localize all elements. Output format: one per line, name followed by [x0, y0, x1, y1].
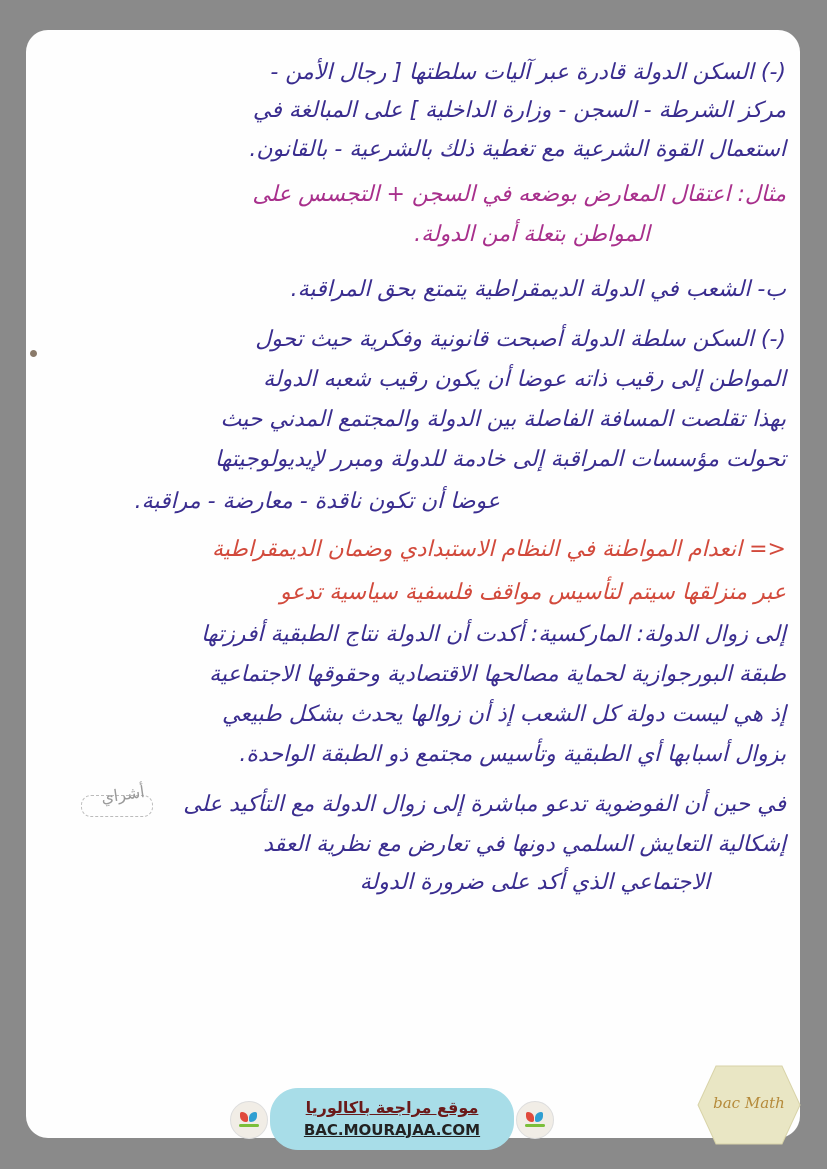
- text-line-14: إلى زوال الدولة: الماركسية: أكدت أن الدولة نتاج الطبقية أفرزتها: [201, 622, 786, 647]
- text-line-20: الاجتماعي الذي أكد على ضرورة الدولة: [359, 870, 710, 895]
- text-line-10: تحولت مؤسسات المراقبة إلى خادمة للدولة ومبرر لإيديولوجيتها: [214, 447, 786, 472]
- text-line-4: مثال: اعتقال المعارض بوضعه في السجن + التجسس على: [252, 182, 786, 207]
- text-line-19: إشكالية التعايش السلمي دونها في تعارض مع نظرية العقد: [263, 832, 786, 857]
- text-line-5: المواطن بتعلة أمن الدولة.: [414, 222, 650, 247]
- margin-dot: [30, 350, 37, 357]
- footer-banner[interactable]: [270, 1088, 514, 1150]
- text-line-16: إذ هي ليست دولة كل الشعب إذ أن زوالها يحدث بشكل طبيعي: [221, 702, 786, 727]
- badge-text: bac Math: [713, 1094, 785, 1112]
- handwritten-page: [26, 30, 800, 1138]
- text-line-15: طبقة البورجوازية لحماية مصالحها الاقتصادية وحقوقها الاجتماعية: [209, 662, 786, 687]
- text-line-3: استعمال القوة الشرعية مع تغطية ذلك بالشرعية - بالقانون.: [249, 137, 786, 162]
- text-line-13: عبر منزلقها سيتم لتأسيس مواقف فلسفية سياسية تدعو: [280, 580, 786, 605]
- site-logo-left-icon: [230, 1101, 268, 1139]
- text-line-8: المواطن إلى رقيب ذاته عوضا أن يكون رقيب شعبه الدولة: [263, 367, 786, 392]
- text-line-7: (-) السكن سلطة الدولة أصبحت قانونية وفكرية حيث تحول: [255, 327, 786, 352]
- footer-site-title[interactable]: موقع مراجعة باكالوريا: [305, 1098, 479, 1117]
- bac-math-badge: [696, 1064, 802, 1146]
- text-line-2: مركز الشرطة - السجن - وزارة الداخلية ] على المبالغة في: [252, 98, 786, 123]
- text-line-18: في حين أن الفوضوية تدعو مباشرة إلى زوال الدولة مع التأكيد على: [183, 792, 786, 817]
- text-line-6: ب- الشعب في الدولة الديمقراطية يتمتع بحق المراقبة.: [290, 277, 786, 302]
- text-line-12: <= انعدام المواطنة في النظام الاستبدادي وضمان الديمقراطية: [211, 537, 786, 562]
- text-line-11: عوضا أن تكون ناقدة - معارضة - مراقبة.: [134, 489, 500, 514]
- text-line-17: بزوال أسبابها أي الطبقية وتأسيس مجتمع ذو الطبقة الواحدة.: [239, 742, 786, 767]
- stamp-text: أشراي: [99, 782, 146, 807]
- site-logo-right-icon: [516, 1101, 554, 1139]
- text-line-9: بهذا تقلصت المسافة الفاصلة بين الدولة والمجتمع المدني حيث: [220, 407, 786, 432]
- text-line-1: (-) السكن الدولة قادرة عبر آليات سلطتها [ رجال الأمن -: [270, 60, 786, 85]
- footer-site-url[interactable]: BAC.MOURAJAA.COM: [303, 1121, 481, 1139]
